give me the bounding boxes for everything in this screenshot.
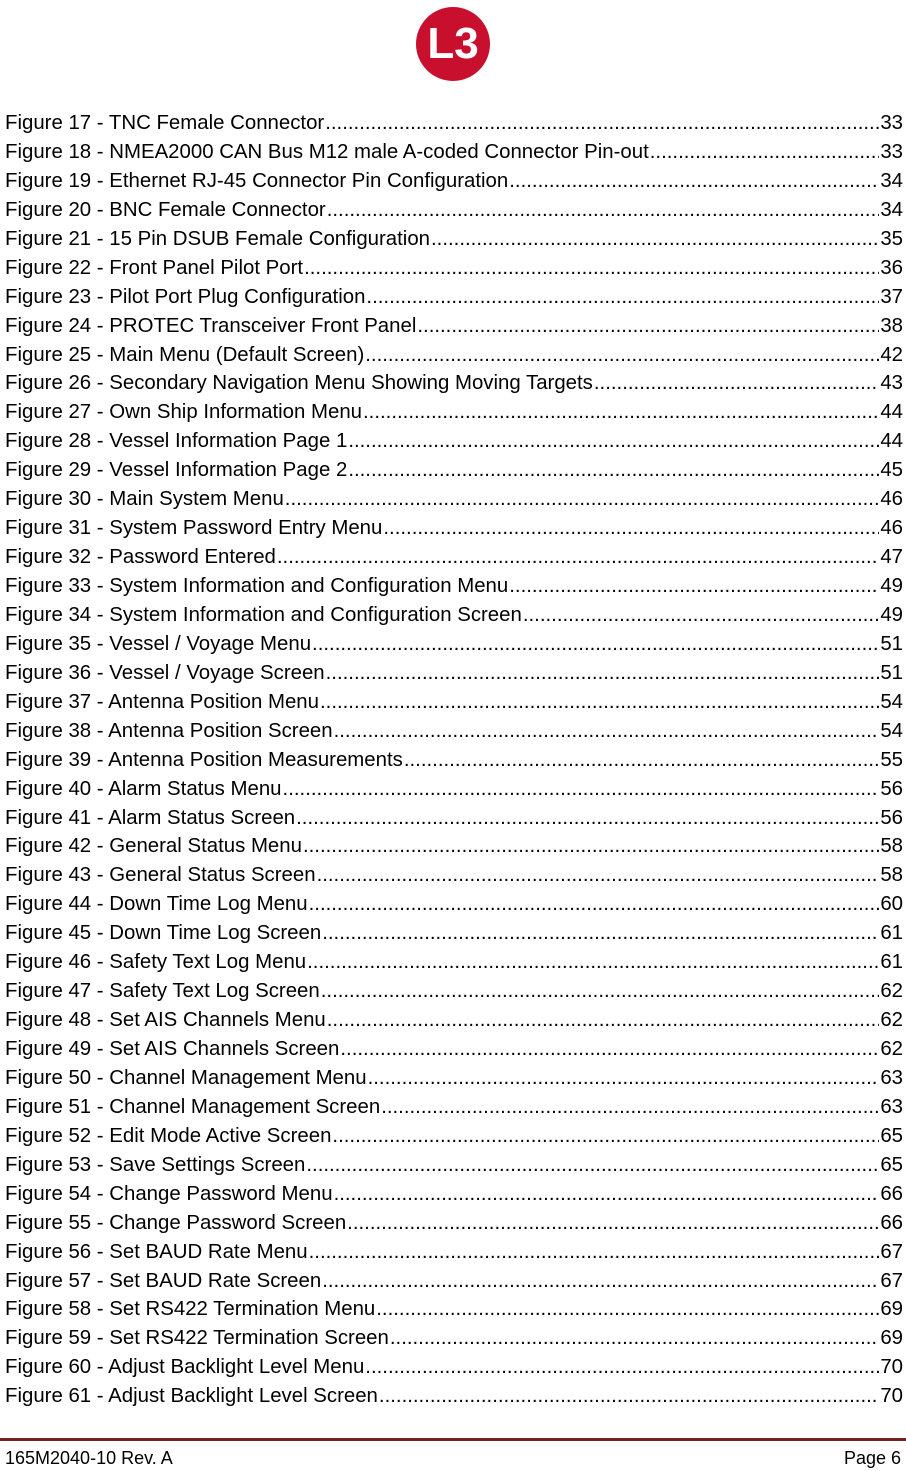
toc-leader-dots — [509, 572, 879, 601]
toc-entry-title: Figure 51 - Channel Management Screen — [5, 1095, 381, 1118]
toc-leader-dots — [306, 1151, 879, 1180]
toc-entry-title: Figure 45 - Down Time Log Screen — [5, 922, 322, 945]
toc-entry-page: 62 — [880, 1038, 903, 1060]
toc-entry-page: 67 — [880, 1269, 903, 1292]
toc-entry-page: 69 — [880, 1298, 903, 1321]
toc-entry-title: Figure 61 - Adjust Backlight Level Screen — [5, 1385, 378, 1408]
toc-leader-dots — [366, 283, 879, 312]
toc-entry-title: Figure 20 - BNC Female Connector — [5, 198, 326, 221]
toc-leader-dots — [283, 775, 880, 804]
toc-entry-title: Figure 47 - Safety Text Log Screen — [5, 980, 320, 1003]
toc-entry-page: 49 — [880, 603, 903, 626]
toc-entry[interactable] — [5, 1295, 903, 1324]
toc-entry-page: 46 — [880, 517, 903, 540]
toc-leader-dots — [363, 398, 879, 427]
toc-entry[interactable] — [5, 254, 903, 283]
toc-leader-dots — [307, 948, 879, 977]
toc-entry-title: Figure 31 - System Password Entry Menu — [5, 517, 383, 540]
toc-entry-page: 70 — [880, 1385, 903, 1408]
toc-entry-page: 61 — [880, 922, 903, 945]
logo-text: L3 — [427, 19, 479, 68]
toc-entry-page: 70 — [880, 1356, 903, 1379]
toc-entry-title: Figure 53 - Save Settings Screen — [5, 1153, 306, 1176]
toc-entry[interactable] — [5, 572, 903, 601]
toc-entry-title: Figure 40 - Alarm Status Menu — [5, 777, 282, 800]
toc-entry-page: 46 — [880, 488, 903, 511]
toc-entry[interactable] — [5, 1035, 903, 1064]
toc-entry-title: Figure 23 - Pilot Port Plug Configuration — [5, 285, 366, 308]
toc-entry-title: Figure 24 - PROTEC Transceiver Front Panel — [5, 314, 417, 337]
toc-leader-dots — [296, 804, 879, 833]
toc-entry-page: 51 — [880, 632, 903, 655]
toc-entry[interactable] — [5, 398, 903, 427]
toc-entry-page: 36 — [880, 256, 903, 279]
toc-entry[interactable] — [5, 977, 903, 1006]
toc-entry[interactable] — [5, 1151, 903, 1180]
toc-entry-title: Figure 29 - Vessel Information Page 2 — [5, 459, 348, 482]
toc-entry[interactable] — [5, 832, 903, 861]
toc-entry-page: 54 — [880, 690, 903, 713]
toc-entry[interactable] — [5, 1006, 903, 1035]
toc-leader-dots — [417, 312, 879, 341]
toc-entry-title: Figure 59 - Set RS422 Termination Screen — [5, 1327, 389, 1350]
toc-leader-dots — [379, 1382, 879, 1411]
toc-entry-title: Figure 46 - Safety Text Log Menu — [5, 951, 307, 974]
toc-entry[interactable] — [5, 283, 903, 312]
toc-entry-page: 66 — [880, 1211, 903, 1234]
toc-entry[interactable] — [5, 485, 903, 514]
toc-entry-page: 51 — [880, 661, 903, 684]
toc-entry-page: 58 — [880, 835, 903, 858]
toc-entry[interactable] — [5, 630, 903, 659]
toc-entry-title: Figure 41 - Alarm Status Screen — [5, 806, 296, 829]
toc-entry[interactable] — [5, 1209, 903, 1238]
toc-entry[interactable] — [5, 1267, 903, 1296]
toc-entry-title: Figure 25 - Main Menu (Default Screen) — [5, 343, 365, 366]
toc-entry[interactable] — [5, 890, 903, 919]
toc-leader-dots — [348, 456, 879, 485]
toc-entry-title: Figure 37 - Antenna Position Menu — [5, 690, 319, 713]
toc-leader-dots — [650, 138, 880, 167]
toc-entry-page: 44 — [880, 430, 903, 453]
toc-entry[interactable] — [5, 341, 903, 370]
toc-entry-page: 35 — [880, 227, 903, 250]
toc-entry[interactable] — [5, 369, 903, 398]
toc-leader-dots — [523, 601, 879, 630]
toc-entry-title: Figure 55 - Change Password Screen — [5, 1211, 347, 1234]
toc-leader-dots — [303, 832, 879, 861]
toc-entry-title: Figure 35 - Vessel / Voyage Menu — [5, 632, 312, 655]
document-id: 165M2040-10 Rev. A — [5, 1448, 173, 1468]
toc-entry-title: Figure 43 - General Status Screen — [5, 864, 316, 887]
toc-leader-dots — [334, 1180, 880, 1209]
toc-entry[interactable] — [5, 1238, 903, 1267]
toc-entry-page: 69 — [880, 1327, 903, 1350]
toc-entry-title: Figure 22 - Front Panel Pilot Port — [5, 256, 304, 279]
footer-rule — [0, 1438, 906, 1441]
toc-entry[interactable] — [5, 427, 903, 456]
toc-entry-page: 44 — [880, 401, 903, 424]
toc-leader-dots — [327, 196, 880, 225]
toc-entry[interactable] — [5, 919, 903, 948]
toc-entry[interactable] — [5, 196, 903, 225]
toc-leader-dots — [320, 688, 879, 717]
toc-leader-dots — [332, 1122, 879, 1151]
toc-entry[interactable] — [5, 225, 903, 254]
toc-leader-dots — [390, 1324, 879, 1353]
toc-entry-page: 62 — [880, 980, 903, 1003]
toc-entry-title: Figure 30 - Main System Menu — [5, 488, 284, 511]
toc-leader-dots — [312, 630, 879, 659]
toc-leader-dots — [325, 109, 879, 138]
toc-entry[interactable] — [5, 775, 903, 804]
toc-leader-dots — [594, 369, 879, 398]
toc-leader-dots — [365, 1353, 879, 1382]
toc-entry[interactable] — [5, 1093, 903, 1122]
toc-leader-dots — [322, 1267, 879, 1296]
toc-entry[interactable] — [5, 109, 903, 138]
toc-entry-page: 67 — [880, 1240, 903, 1263]
toc-entry[interactable] — [5, 1353, 903, 1382]
toc-entry[interactable] — [5, 804, 903, 833]
toc-entry-title: Figure 54 - Change Password Menu — [5, 1182, 333, 1205]
toc-leader-dots — [327, 1006, 880, 1035]
toc-leader-dots — [309, 1238, 880, 1267]
toc-leader-dots — [285, 485, 880, 514]
toc-entry-page: 34 — [880, 198, 903, 221]
toc-leader-dots — [383, 514, 879, 543]
l3-logo — [412, 6, 494, 82]
toc-entry-page: 33 — [880, 140, 903, 163]
toc-leader-dots — [348, 427, 879, 456]
toc-entry-title: Figure 18 - NMEA2000 CAN Bus M12 male A-coded Connector Pin-out — [5, 140, 649, 163]
toc-entry-page: 45 — [880, 459, 903, 482]
toc-entry[interactable] — [5, 1122, 903, 1151]
toc-leader-dots — [322, 919, 879, 948]
toc-entry[interactable] — [5, 861, 903, 890]
toc-entry-page: 60 — [880, 893, 903, 916]
toc-entry-title: Figure 36 - Vessel / Voyage Screen — [5, 661, 325, 684]
toc-entry[interactable] — [5, 1180, 903, 1209]
toc-leader-dots — [347, 1209, 879, 1238]
toc-entry[interactable] — [5, 1064, 903, 1093]
toc-entry-title: Figure 50 - Channel Management Menu — [5, 1066, 367, 1089]
toc-entry-page: 37 — [880, 285, 903, 308]
toc-leader-dots — [340, 1035, 879, 1064]
toc-entry-page: 58 — [880, 864, 903, 887]
toc-entry-title: Figure 19 - Ethernet RJ-45 Connector Pin Configuration — [5, 169, 509, 192]
toc-entry-page: 65 — [880, 1124, 903, 1147]
toc-entry-page: 56 — [880, 777, 903, 800]
toc-entry[interactable] — [5, 659, 903, 688]
toc-entry-title: Figure 60 - Adjust Backlight Level Menu — [5, 1356, 365, 1379]
toc-entry-title: Figure 38 - Antenna Position Screen — [5, 719, 333, 742]
toc-entry[interactable] — [5, 312, 903, 341]
toc-entry-title: Figure 49 - Set AIS Channels Screen — [5, 1038, 340, 1060]
toc-entry[interactable] — [5, 167, 903, 196]
toc-entry-title: Figure 56 - Set BAUD Rate Menu — [5, 1240, 308, 1263]
toc-entry-page: 61 — [880, 951, 903, 974]
toc-entry-page: 42 — [880, 343, 903, 366]
toc-entry-title: Figure 28 - Vessel Information Page 1 — [5, 430, 348, 453]
toc-entry-title: Figure 58 - Set RS422 Termination Menu — [5, 1298, 376, 1321]
toc-leader-dots — [326, 659, 880, 688]
toc-leader-dots — [277, 543, 879, 572]
toc-entry[interactable] — [5, 688, 903, 717]
toc-entry[interactable] — [5, 717, 903, 746]
toc-entry-page: 55 — [880, 748, 903, 771]
toc-leader-dots — [321, 977, 880, 1006]
toc-entry-title: Figure 42 - General Status Menu — [5, 835, 302, 858]
toc-entry-title: Figure 52 - Edit Mode Active Screen — [5, 1124, 332, 1147]
list-of-figures — [5, 109, 903, 1411]
toc-entry-title: Figure 39 - Antenna Position Measurements — [5, 748, 403, 771]
toc-entry-page: 62 — [880, 1009, 903, 1032]
toc-leader-dots — [365, 341, 879, 370]
toc-entry[interactable] — [5, 138, 903, 167]
toc-leader-dots — [368, 1064, 880, 1093]
toc-entry-page: 56 — [880, 806, 903, 829]
toc-entry-title: Figure 26 - Secondary Navigation Menu Showing Moving Targets — [5, 372, 593, 395]
toc-entry-page: 34 — [880, 169, 903, 192]
toc-leader-dots — [381, 1093, 879, 1122]
toc-entry-page: 43 — [880, 372, 903, 395]
toc-entry[interactable] — [5, 1382, 903, 1411]
toc-entry-page: 65 — [880, 1153, 903, 1176]
toc-entry-title: Figure 32 - Password Entered — [5, 546, 276, 569]
toc-entry-page: 63 — [880, 1066, 903, 1089]
page-number: Page 6 — [843, 1448, 901, 1468]
toc-entry-page: 54 — [880, 719, 903, 742]
toc-entry[interactable] — [5, 456, 903, 485]
toc-entry[interactable] — [5, 514, 903, 543]
toc-leader-dots — [431, 225, 879, 254]
toc-entry-title: Figure 57 - Set BAUD Rate Screen — [5, 1269, 322, 1292]
toc-entry[interactable] — [5, 746, 903, 775]
toc-leader-dots — [509, 167, 879, 196]
toc-leader-dots — [334, 717, 880, 746]
toc-entry[interactable] — [5, 948, 903, 977]
toc-entry-title: Figure 17 - TNC Female Connector — [5, 112, 325, 134]
toc-entry-title: Figure 33 - System Information and Configuration Menu — [5, 575, 509, 597]
toc-entry-title: Figure 27 - Own Ship Information Menu — [5, 401, 363, 424]
toc-entry-page: 47 — [880, 546, 903, 569]
toc-entry-title: Figure 21 - 15 Pin DSUB Female Configuration — [5, 227, 431, 250]
toc-entry-page: 66 — [880, 1182, 903, 1205]
toc-entry-page: 63 — [880, 1095, 903, 1118]
toc-leader-dots — [376, 1295, 879, 1324]
toc-entry[interactable] — [5, 1324, 903, 1353]
toc-leader-dots — [317, 861, 880, 890]
toc-entry-page: 33 — [880, 112, 903, 134]
toc-entry-title: Figure 44 - Down Time Log Menu — [5, 893, 308, 916]
toc-leader-dots — [309, 890, 880, 919]
toc-entry-page: 38 — [880, 314, 903, 337]
toc-entry-title: Figure 48 - Set AIS Channels Menu — [5, 1009, 326, 1032]
toc-entry-page: 49 — [880, 575, 903, 597]
toc-leader-dots — [404, 746, 879, 775]
toc-entry-title: Figure 34 - System Information and Configuration Screen — [5, 603, 522, 626]
toc-entry[interactable] — [5, 543, 903, 572]
toc-entry[interactable] — [5, 601, 903, 630]
toc-leader-dots — [304, 254, 879, 283]
